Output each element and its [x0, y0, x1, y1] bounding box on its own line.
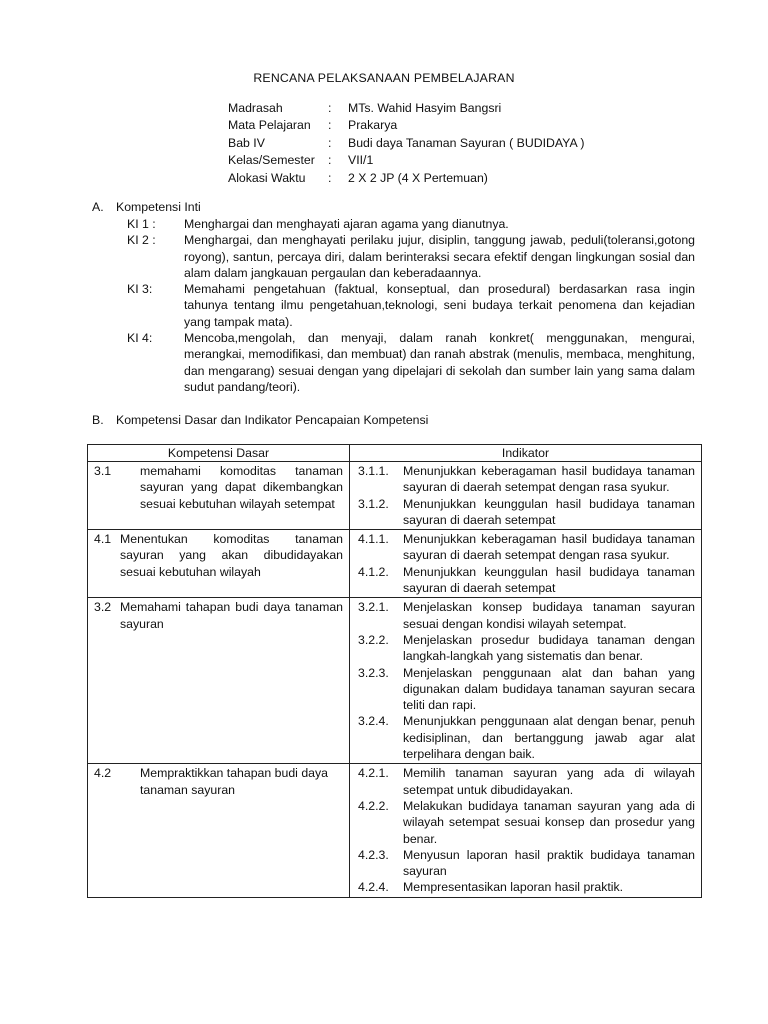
kd-cell	[88, 462, 350, 530]
indicator-item	[350, 847, 701, 880]
ki-item	[127, 281, 695, 330]
indicator-number: 3.2.2.	[358, 632, 389, 647]
indicator-item	[350, 765, 701, 798]
meta-value: Prakarya	[348, 118, 398, 133]
indicator-text: Menunjukkan keberagaman hasil budidaya tanaman sayuran di daerah setempat dengan rasa syukur.	[403, 464, 695, 495]
indicator-item	[350, 879, 701, 895]
indicator-item	[350, 496, 701, 529]
indicator-number: 4.2.2.	[358, 798, 389, 813]
table-header-row	[88, 445, 702, 462]
page-title: RENCANA PELAKSANAAN PEMBELAJARAN	[253, 71, 515, 85]
table-row	[88, 764, 702, 897]
kd-text: memahami komoditas tanaman sayuran yang dapat dikembangkan sesuai kebutuhan wilayah setempat	[140, 464, 343, 511]
kd-cell	[88, 530, 350, 598]
indicator-text: Menunjukkan penggunaan alat dengan benar, penuh kedisiplinan, dan bertanggung jawab agar alat terpelihara dengan baik.	[403, 714, 695, 762]
meta-value: 2 X 2 JP (4 X Pertemuan)	[348, 170, 488, 185]
indicator-number: 4.2.1.	[358, 766, 389, 781]
indicator-text: Melakukan budidaya tanaman sayuran yang ada di wilayah setempat sesuai konsep dan prosedur yang benar.	[403, 798, 695, 846]
indicator-number: 3.2.1.	[358, 600, 389, 615]
meta-separator: :	[328, 101, 332, 115]
ki-text: Menghargai, dan menghayati perilaku jujur, disiplin, tanggung jawab, peduli(toleransi,gotong royong), santun, percaya diri, dalam berinteraksi secara efektif dengan lingkungan sosial dan alam dalam jangkauan pergaulan dan keberadaannya.	[184, 233, 695, 280]
ki-text: Mencoba,mengolah, dan menyaji, dalam ranah konkret( menggunakan, mengurai, merangkai, memodifikasi, dan membuat) dan ranah abstrak (menulis, membaca, menghitung, dan mengarang) sesuai dengan yang dipelajari di sekolah dan sumber lain yang sama dalam sudut pandang/teori).	[184, 331, 695, 394]
kd-number: 4.2	[94, 766, 112, 781]
competency-table	[87, 444, 702, 898]
column-header-kd: Kompetensi Dasar	[88, 445, 350, 462]
section-title: Kompetensi Inti	[116, 200, 201, 214]
kd-text: Mempraktikkan tahapan budi daya tanaman sayuran	[140, 766, 328, 797]
meta-row-chapter	[228, 135, 648, 152]
indicator-number: 4.1.2.	[358, 564, 389, 579]
section-a-heading	[92, 199, 201, 215]
meta-label: Bab IV	[228, 135, 265, 150]
kd-number: 3.1	[94, 464, 112, 478]
ki-text: Memahami pengetahuan (faktual, konseptual, dan prosedural) berdasarkan rasa ingin tahunya tentang ilmu pengetahuan,teknologi, seni budaya terkait penomena dan kejadian yang tampak mata).	[184, 282, 695, 329]
indicator-item	[350, 463, 701, 496]
section-b-heading	[92, 412, 428, 428]
indicator-text: Menyusun laporan hasil praktik budidaya tanaman sayuran	[403, 847, 695, 879]
kd-number: 3.2	[94, 600, 112, 615]
kd-text: Memahami tahapan budi daya tanaman sayuran	[120, 600, 343, 631]
meta-row-madrasah	[228, 100, 648, 117]
indicator-text: Menunjukkan keunggulan hasil budidaya tanaman sayuran di daerah setempat	[403, 496, 695, 527]
ki-code: KI 1 :	[127, 217, 156, 231]
kd-cell	[88, 598, 350, 764]
ki-code: KI 4:	[127, 331, 153, 346]
table-row	[88, 598, 702, 764]
indicator-text: Menjelaskan konsep budidaya tanaman sayuran sesuai dengan kondisi wilayah setempat.	[403, 600, 695, 631]
meta-label: Mata Pelajaran	[228, 118, 311, 133]
meta-row-time	[228, 170, 648, 187]
indicator-cell	[350, 462, 702, 530]
indicator-text: Menunjukkan keunggulan hasil budidaya tanaman sayuran di daerah setempat	[403, 564, 695, 596]
meta-value: VII/1	[348, 153, 374, 168]
indicator-item	[350, 599, 701, 632]
section-letter: B.	[92, 413, 104, 427]
table-row	[88, 462, 702, 530]
meta-value: MTs. Wahid Hasyim Bangsri	[348, 101, 502, 115]
indicator-text: Menjelaskan prosedur budidaya tanaman dengan langkah-langkah yang sistematis dan benar.	[403, 632, 695, 664]
ki-text: Menghargai dan menghayati ajaran agama yang dianutnya.	[184, 217, 509, 231]
kd-number: 4.1	[94, 532, 112, 547]
indicator-text: Menjelaskan penggunaan alat dan bahan yang digunakan dalam budidaya tanaman sayuran secara teliti dan rapi.	[403, 665, 695, 713]
indicator-cell	[350, 530, 702, 598]
meta-label: Madrasah	[228, 101, 283, 115]
ki-code: KI 3:	[127, 282, 153, 297]
ki-code: KI 2 :	[127, 233, 156, 248]
kd-text: Menentukan komoditas tanaman sayuran yang akan dibudidayakan sesuai kebutuhan wilayah	[120, 532, 343, 579]
indicator-item	[350, 713, 701, 762]
meta-label: Alokasi Waktu	[228, 170, 306, 185]
meta-separator: :	[328, 170, 332, 185]
indicator-number: 4.1.1.	[358, 532, 389, 547]
column-header-indikator: Indikator	[350, 445, 702, 462]
meta-row-class	[228, 152, 648, 169]
meta-separator: :	[328, 135, 332, 150]
meta-separator: :	[328, 118, 332, 133]
indicator-number: 3.2.3.	[358, 665, 389, 680]
indicator-item	[350, 632, 701, 665]
indicator-text: Memilih tanaman sayuran yang ada di wilayah setempat untuk dibudidayakan.	[403, 766, 695, 797]
indicator-number: 3.2.4.	[358, 714, 389, 729]
meta-separator: :	[328, 153, 332, 168]
section-title: Kompetensi Dasar dan Indikator Pencapaian Kompetensi	[116, 413, 429, 427]
ki-item	[127, 330, 695, 395]
identity-block	[228, 100, 648, 187]
indicator-text: Menunjukkan keberagaman hasil budidaya tanaman sayuran di daerah setempat dengan rasa syukur.	[403, 532, 695, 563]
ki-item	[127, 232, 695, 281]
section-letter: A.	[92, 200, 104, 214]
indicator-text: Mempresentasikan laporan hasil praktik.	[403, 880, 624, 895]
meta-value: Budi daya Tanaman Sayuran ( BUDIDAYA )	[348, 135, 585, 150]
meta-row-subject	[228, 117, 648, 134]
table-row	[88, 530, 702, 598]
kd-cell	[88, 764, 350, 897]
indicator-number: 3.1.1.	[358, 464, 389, 478]
indicator-cell	[350, 598, 702, 764]
indicator-item	[350, 665, 701, 714]
indicator-item	[350, 798, 701, 847]
meta-label: Kelas/Semester	[228, 153, 315, 168]
indicator-number: 3.1.2.	[358, 496, 389, 511]
indicator-item	[350, 564, 701, 597]
indicator-item	[350, 531, 701, 564]
kompetensi-inti-list	[127, 216, 695, 395]
indicator-number: 4.2.4.	[358, 880, 389, 895]
indicator-cell	[350, 764, 702, 897]
indicator-number: 4.2.3.	[358, 847, 389, 862]
ki-item	[127, 216, 695, 232]
